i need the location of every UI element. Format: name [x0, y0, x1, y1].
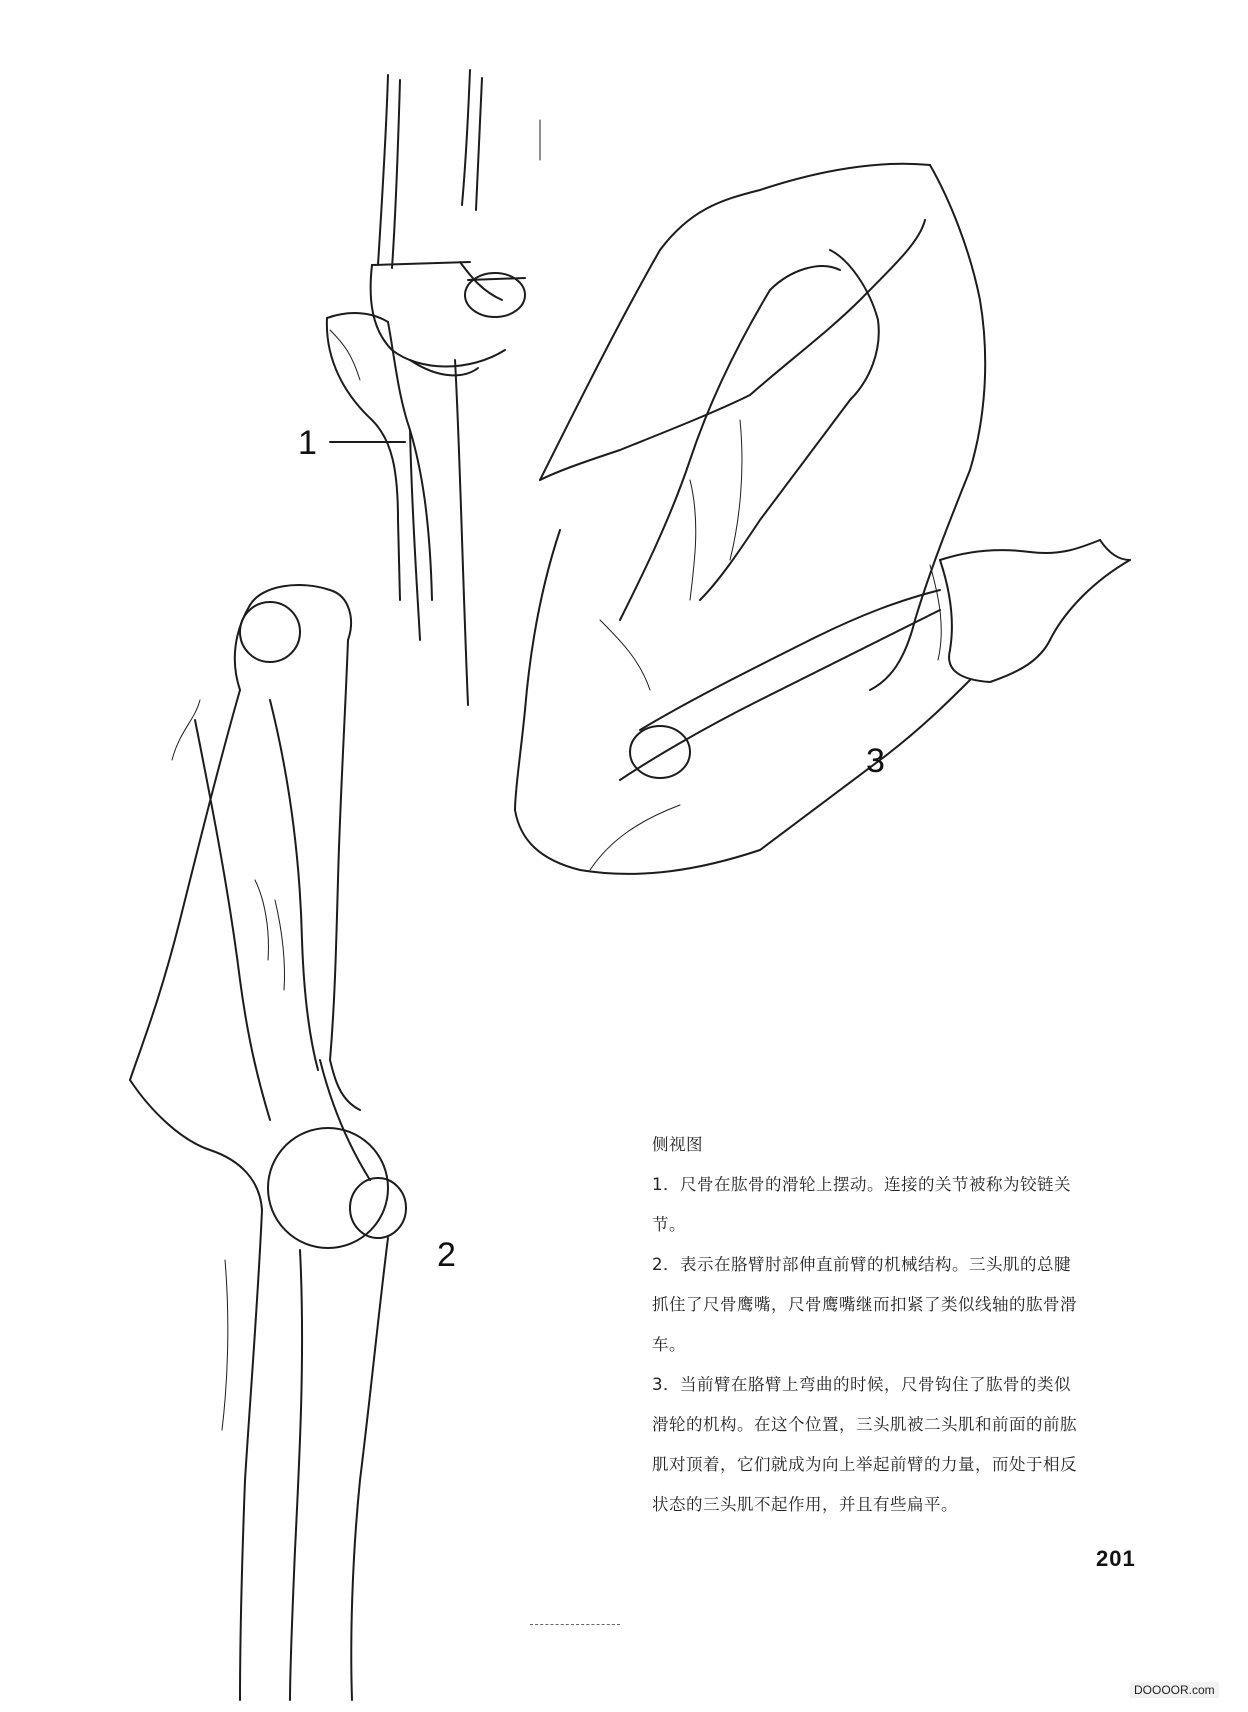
- figure-1-sketch: [327, 70, 540, 705]
- figure-1-label: 1: [298, 424, 317, 462]
- figure-3-sketch: [515, 164, 1130, 874]
- figure-2-sketch: [130, 585, 406, 1700]
- caption-paragraph-1: 1．尺骨在肱骨的滑轮上摆动。连接的关节被称为铰链关节。: [652, 1175, 1071, 1234]
- footer-rule: [530, 1624, 620, 1625]
- figure-2-label: 2: [437, 1236, 456, 1274]
- watermark: DOOOOR.com: [1130, 1682, 1219, 1698]
- caption-heading: 侧视图: [652, 1135, 703, 1154]
- caption-paragraph-3: 3．当前臂在胳臂上弯曲的时候，尺骨钩住了肱骨的类似滑轮的机构。在这个位置，三头肌被二头肌和前面的前肱肌对顶着，它们就成为向上举起前臂的力量，而处于相反状态的三头肌不起作用，并且有些扁平。: [652, 1375, 1077, 1514]
- figure-3-label: 3: [866, 742, 885, 780]
- page-number: 201: [1096, 1546, 1136, 1571]
- caption-paragraph-2: 2．表示在胳臂肘部伸直前臂的机械结构。三头肌的总腱抓住了尺骨鹰嘴，尺骨鹰嘴继而扣紧了类似线轴的肱骨滑车。: [652, 1255, 1077, 1354]
- caption-text-block: [652, 1125, 1082, 1525]
